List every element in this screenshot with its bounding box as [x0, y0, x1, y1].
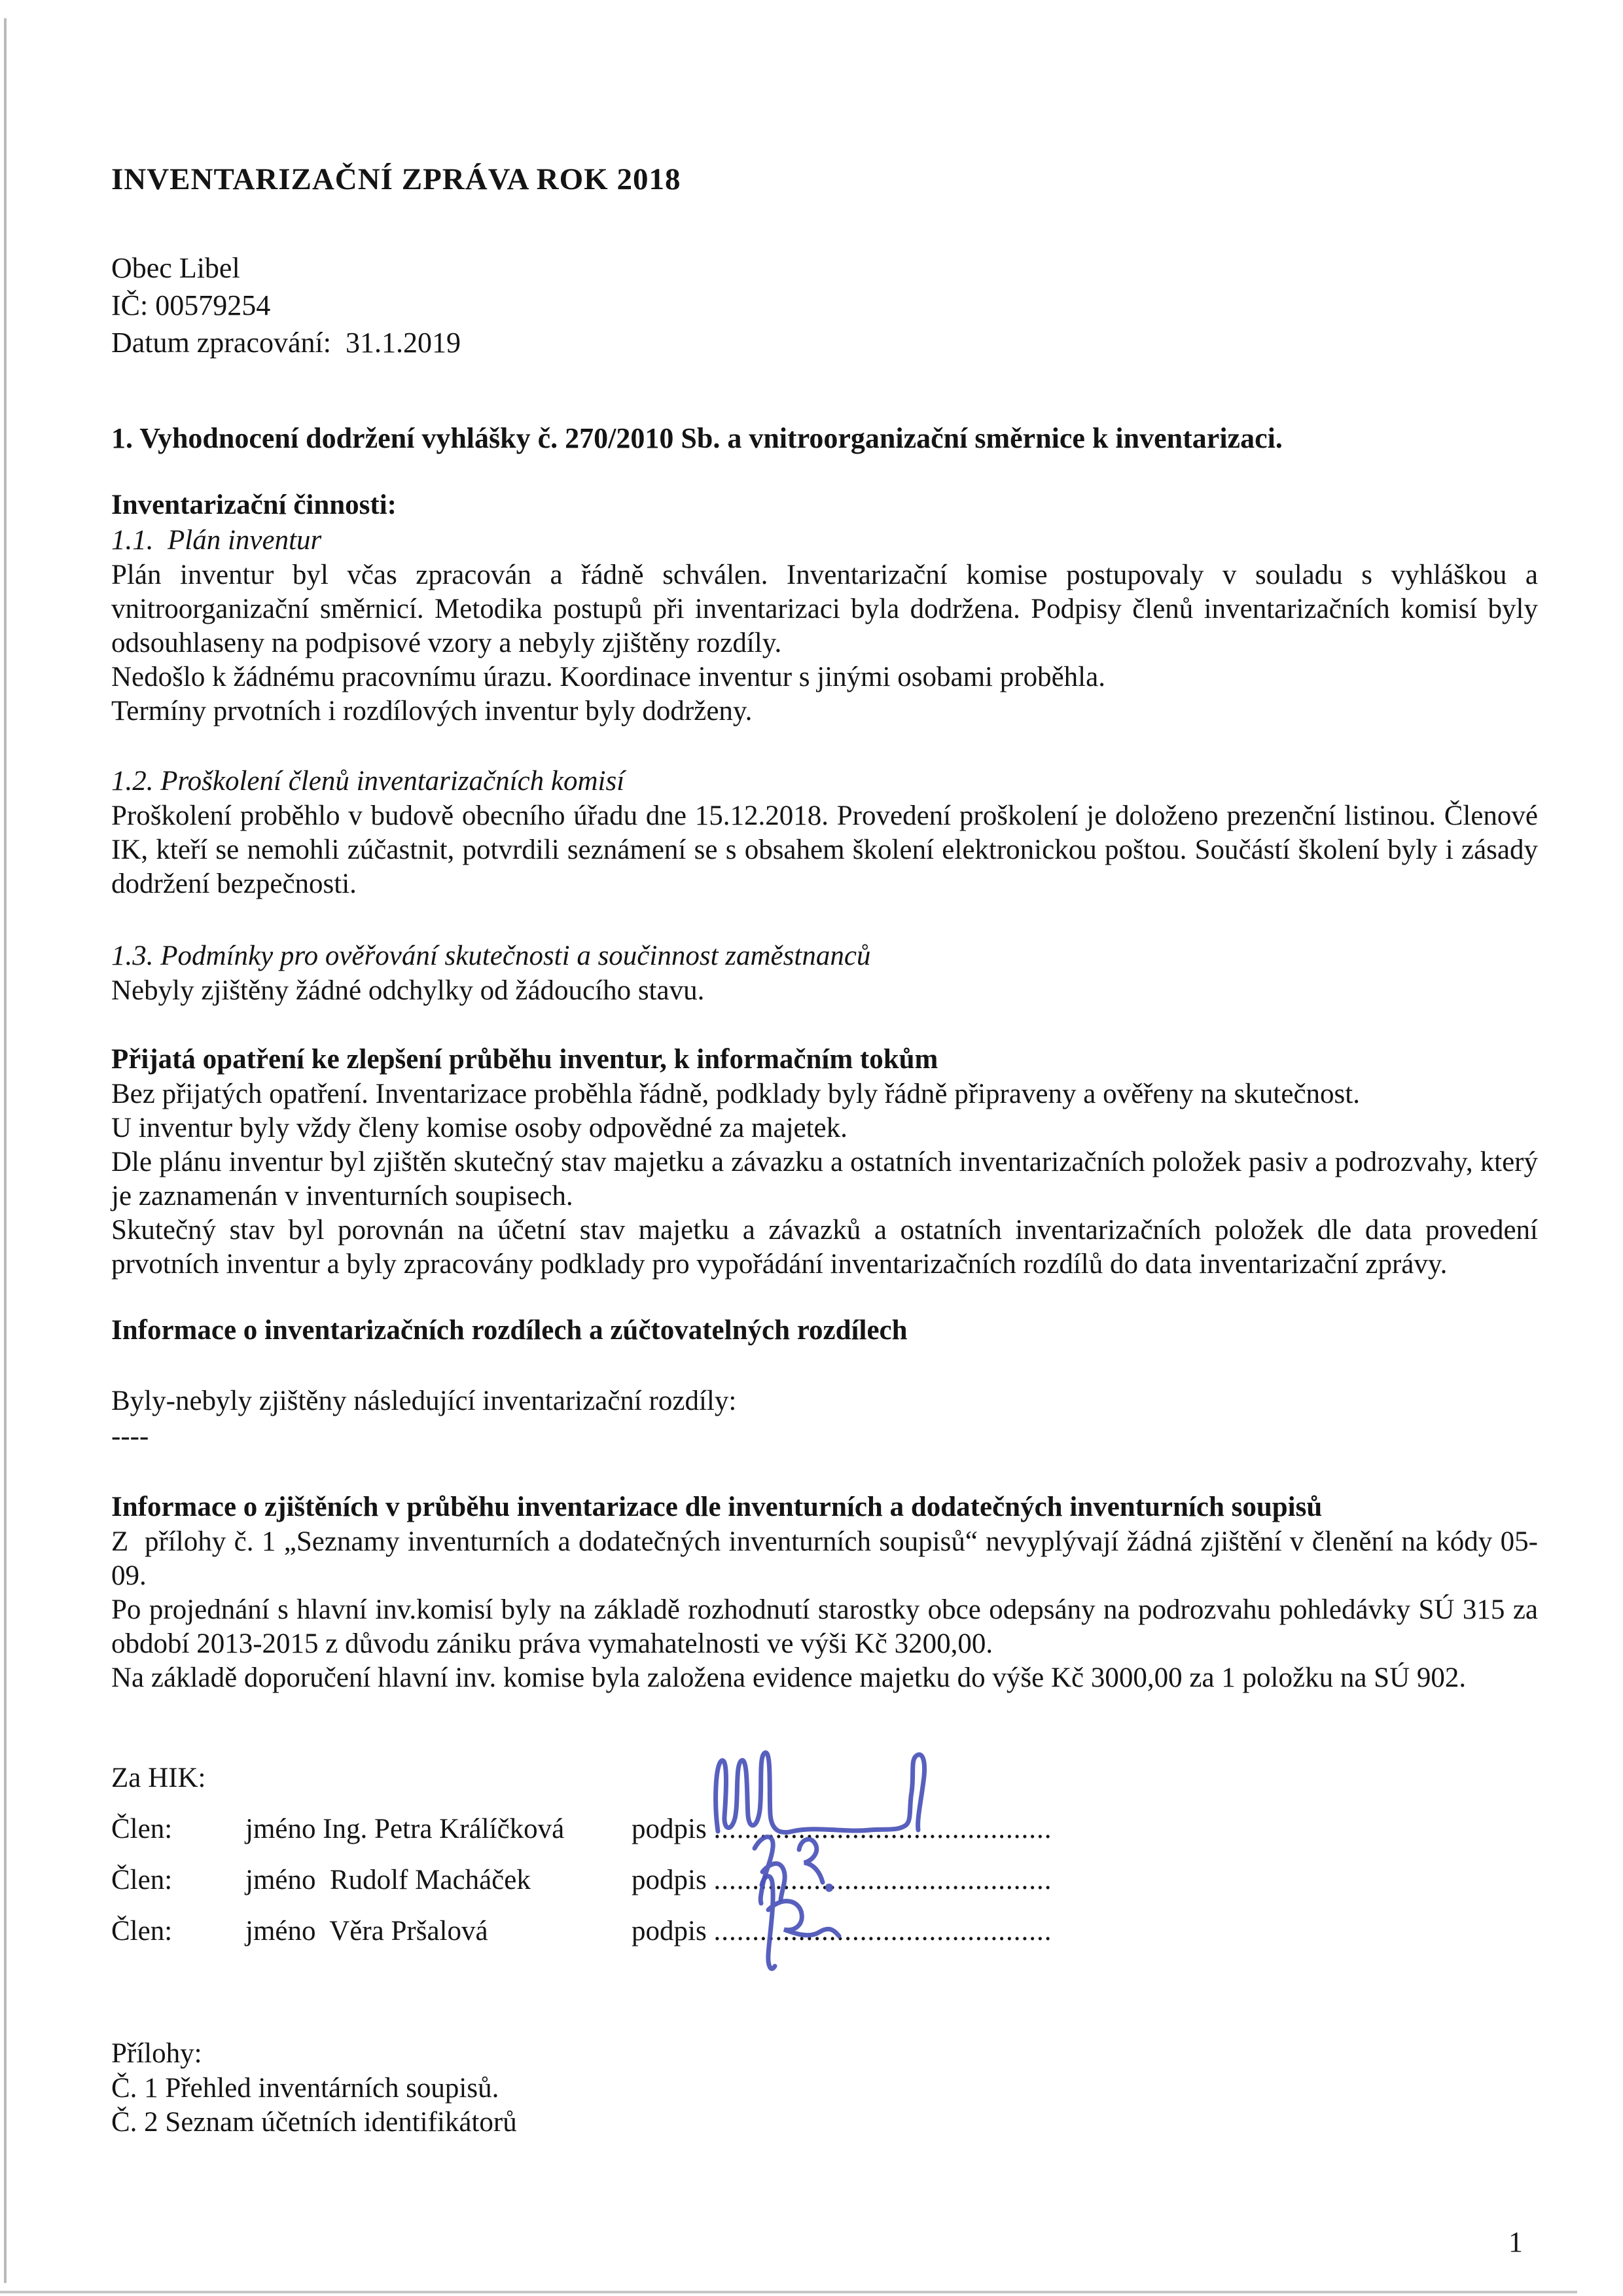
differences-heading: Informace o inventarizačních rozdílech a zúčtovatelných rozdílech [111, 1315, 908, 1346]
signature-dotted-line: ............................................ [713, 1865, 1052, 1895]
member-name: jméno Ing. Petra Králíčková [245, 1814, 565, 1844]
attachment-item-2: Č. 2 Seznam účetních identifikátorů [111, 2107, 517, 2138]
scan-artifact-bottom-edge [0, 2291, 1577, 2293]
document-content [0, 160, 1623, 2140]
measures-paragraph-3: Dle plánu inventur byl zjištěn skutečný stav majetku a závazku a ostatních inventarizačních položek pasiv a podrozvahy, který je zaznamenán v inventurních soupisech. [111, 1147, 1538, 1211]
member-role-label: Člen: [111, 1865, 173, 1895]
measures-paragraph-4: Skutečný stav byl porovnán na účetní stav majetku a závazků a ostatních inventarizačních položek dle data provedení prvotních inventur a byly zpracovány podklady pro vypořádání inventarizačních rozdílů do data inventarizační zprávy. [111, 1215, 1538, 1280]
member-role-label: Člen: [111, 1916, 173, 1946]
signature-dotted-line: ............................................ [713, 1916, 1052, 1946]
attachments-heading: Přílohy: [111, 2038, 202, 2069]
organization-block [111, 249, 1538, 361]
attachment-item-1: Č. 1 Přehled inventárních soupisů. [111, 2073, 499, 2104]
subsection-1-3-heading: 1.3. Podmínky pro ověřování skutečnosti a součinnost zaměstnanců [111, 941, 871, 971]
podpis-label: podpis [632, 1916, 707, 1946]
findings-paragraph-2: Po projednání s hlavní inv.komisí byly na základě rozhodnutí starostky obce odepsány na podrozvahu pohledávky SÚ 315 za období 2013-2015 z důvodu zániku práva vymahatelnosti ve výši Kč 3200,00. [111, 1594, 1538, 1659]
subsection-1-1-heading: 1.1. Plán inventur [111, 525, 322, 556]
podpis-label: podpis [632, 1814, 707, 1844]
measures-paragraph-2: U inventur byly vždy členy komise osoby odpovědné za majetek. [111, 1113, 847, 1143]
subsection-1-1-paragraph-1: Plán inventur byl včas zpracován a řádně schválen. Inventarizační komise postupovaly v souladu s vyhláškou a vnitroorganizační směrnicí. Metodika postupů při inventarizaci byla dodržena. Podpisy členů inventarizačních komisí byly odsouhlaseny na podpisové vzory a nebyly zjištěny rozdíly. [111, 560, 1538, 658]
signature-intro: Za HIK: [111, 1763, 206, 1793]
subsection-1-3-paragraph: Nebyly zjištěny žádné odchylky od žádoucího stavu. [111, 975, 705, 1006]
podpis-label: podpis [632, 1865, 707, 1895]
measures-heading: Přijatá opatření ke zlepšení průběhu inventur, k informačním tokům [111, 1044, 938, 1075]
signature-block [111, 1761, 1538, 1949]
differences-paragraph: Byly-nebyly zjištěny následující inventarizační rozdíly: [111, 1386, 737, 1416]
signature-line [632, 1863, 1538, 1898]
organization-id: IČ: 00579254 [111, 289, 271, 321]
signature-line [632, 1812, 1538, 1847]
subsection-1-1-paragraph-3: Termíny prvotních i rozdílových inventur byly dodrženy. [111, 696, 753, 726]
signature-line [632, 1914, 1538, 1949]
differences-dashes: ---- [111, 1421, 149, 1452]
signature-dotted-line: ............................................ [713, 1814, 1052, 1844]
subsection-1-2-paragraph: Proškolení proběhlo v budově obecního úřadu dne 15.12.2018. Provedení proškolení je doloženo prezenční listinou. Členové IK, kteří se nemohli zúčastnit, potvrdili seznámení se s obsahem školení elektronickou poštou. Součástí školení byly i zásady dodržení bezpečnosti. [111, 800, 1538, 899]
member-name: jméno Rudolf Macháček [245, 1865, 531, 1895]
member-role-label: Člen: [111, 1814, 173, 1844]
measures-paragraph-1: Bez přijatých opatření. Inventarizace proběhla řádně, podklady byly řádně připraveny a ověřeny na skutečnost. [111, 1079, 1360, 1109]
signature-row-2 [111, 1863, 1538, 1898]
section-1-heading: 1. Vyhodnocení dodržení vyhlášky č. 270/2010 Sb. a vnitroorganizační směrnice k inventarizaci. [111, 422, 1283, 454]
signature-row-1 [111, 1812, 1538, 1847]
page-title: INVENTARIZAČNÍ ZPRÁVA ROK 2018 [111, 162, 681, 196]
signature-row-3 [111, 1914, 1538, 1949]
scan-artifact-left-edge [4, 18, 7, 2283]
subsection-1-2-heading: 1.2. Proškolení členů inventarizačních komisí [111, 766, 625, 797]
organization-name: Obec Libel [111, 252, 240, 284]
findings-paragraph-1: Z přílohy č. 1 „Seznamy inventurních a dodatečných inventurních soupisů“ nevyplývají žádná zjištění v členění na kódy 05- 09. [111, 1526, 1538, 1591]
member-name: jméno Věra Pršalová [245, 1916, 488, 1946]
subsection-1-1-paragraph-2: Nedošlo k žádnému pracovnímu úrazu. Koordinace inventur s jinými osobami proběhla. [111, 662, 1105, 692]
findings-heading: Informace o zjištěních v průběhu inventarizace dle inventurních a dodatečných inventurních soupisů [111, 1492, 1323, 1522]
processing-date: Datum zpracování: 31.1.2019 [111, 327, 461, 359]
findings-paragraph-3: Na základě doporučení hlavní inv. komise byla založena evidence majetku do výše Kč 3000,00 za 1 položku na SÚ 902. [111, 1662, 1467, 1693]
activities-heading: Inventarizační činnosti: [111, 490, 397, 520]
page-number: 1 [1508, 2226, 1523, 2258]
attachments-block [111, 2036, 1538, 2140]
